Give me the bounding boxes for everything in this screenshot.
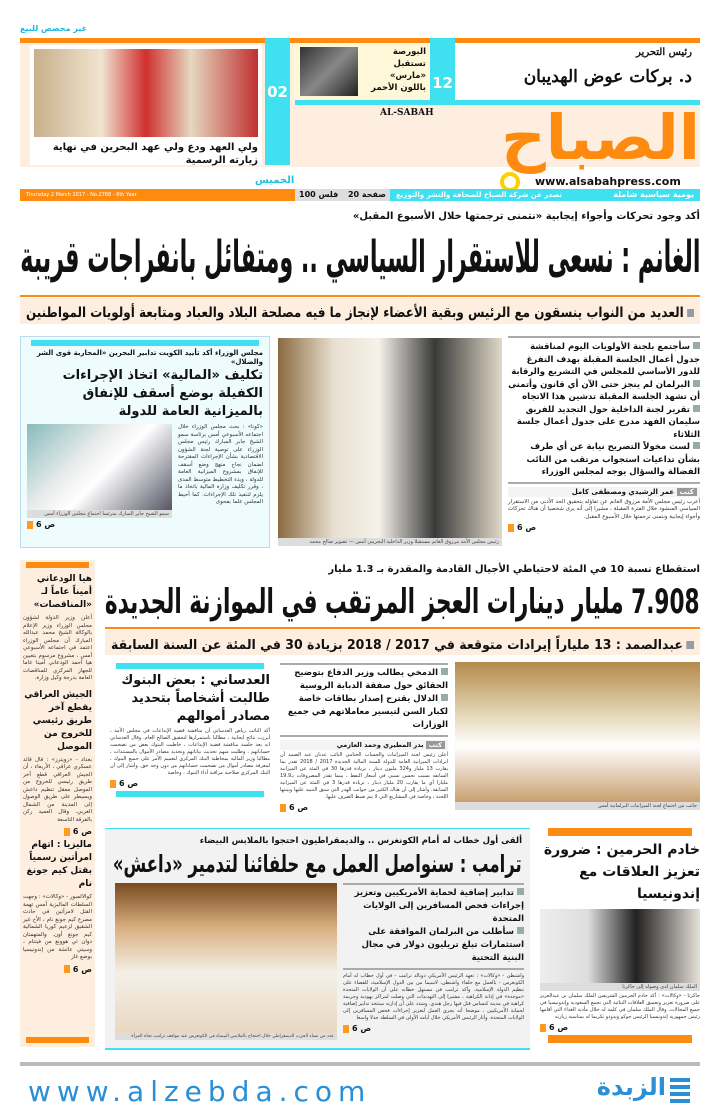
- promo-left-photo: [34, 49, 258, 137]
- brief-body: كوالالمبور - «وكالات» : وجهت السلطات الماليزية أمس تهمة القتل لامرأتين في حادث مصرع كيم جونغ نام ، الأخ غير الشقيق لزعيم كوريا الشمالية كيم جونغ أون. والمتهمتان دوان ثي هوونغ من فيتنام ، وسيتي عائشة من إندونيسيا بوضع غاز: [23, 894, 92, 960]
- logo-en: AL-SABAH: [380, 108, 434, 118]
- cabinet-headline: تكليف «المالية» اتخاذ الإجراءات الكفيلة بوضع أسقف للإنفاق بالميزانية العامة للدولة: [62, 368, 263, 419]
- bullet-square-icon: [686, 641, 694, 649]
- brief-headline[interactable]: الجيش العراقي يقطع آخر طريق رئيسي للخروج من الموصل: [24, 689, 92, 752]
- budget-rule: [105, 627, 700, 629]
- cabinet-photo-col: [27, 424, 172, 529]
- trump-photo-caption: عدد من نساء الحزب الديمقراطي خلال احتجاج بالملابس البيضاء في الكونغرس عند مواقف ترامب تجاه المرأة: [115, 1033, 337, 1040]
- saudi-body: جاكرتا - «وكالات» : أكد خادم الحرمين الشريفين الملك سلمان بن عبدالعزيز على ضرورة تعزيز وتعميق العلاقات الثنائية التي تجمع السعودية وإندونيسيا في جميع المجالات. وقال الملك سلمان في كلمة له خلال مأدبة الغداء التي أقامها رئيس جمهورية إندونيسيا الرئيس جوكو ويدودو تكريما له بمناسبة زيارته: [540, 993, 700, 1020]
- banks-bottom-bar: [116, 791, 264, 797]
- page-bottom-rule: [20, 1062, 700, 1066]
- cabinet-kicker: مجلس الوزراء أكد تأييد الكويت تدابير البحرين «المحاربة قوى الشر والضلال»: [36, 349, 263, 366]
- budget-headline-box: [105, 579, 700, 625]
- promo-left-page-tab: [265, 38, 290, 165]
- brief-headline[interactable]: ماليزيا : اتهام امرأتين رسمياً بقتل كيم جونغ نام: [26, 840, 92, 889]
- budget-bullet: الدمخي يطالب وزير الدفاع بتوضيح الحقائق حول صفقة الدبابة الروسية: [294, 668, 448, 691]
- saudi-story[interactable]: [540, 828, 700, 1043]
- price: 100 فلس: [299, 190, 339, 199]
- cabinet-photo-caption: سمو الشيخ جابر المبارك مترئسا اجتماع مجلس الوزراء أمس: [27, 510, 172, 518]
- byline-label: كتب: [677, 488, 697, 496]
- briefs-bottom-bar: [26, 1037, 89, 1043]
- lead-body: أعرب رئيس مجلس الأمة مرزوق الغانم عن تفاؤله بتحقيق الحد الأدنى من الاستقرار السياسي المنشود خلال الفترة المقبلة ، مشيرا إلى أنه يرى شخصيا أن هناك تحركات وأجواء إيجابية ونتمنى ترجمتها خلال الأسبوع المقبل.: [508, 498, 700, 520]
- lead-bullet: لست مخولاً التصريح نيابة عن أي طرف بشأن تداعيات استجواب مرتقب من النائب الفضالة والسؤال يوجه لمجلس الوزراء: [526, 442, 700, 477]
- lead-headline-box: [20, 228, 700, 288]
- saudi-headline: خادم الحرمين : ضرورة تعزيز العلاقات مع إندونيسيا: [543, 842, 700, 902]
- trump-bullet: سأطلب من البرلمان الموافقة على استثمارات تبلغ تريليون دولار في مجال البنية التحتية: [361, 927, 524, 963]
- saudi-top-bar: [548, 828, 692, 836]
- day-label: الخميس: [255, 175, 295, 186]
- lead-bullet: البرلمان لم ينجز حتى الآن أي قانون وأتمنى أن تشهد الجلسة المقبلة تدشين هذا الاتجاه: [508, 379, 700, 402]
- trump-kicker: ألقى أول خطاب له أمام الكونغرس .. والديمقراطيون احتجوا بالملابس البيضاء: [199, 836, 522, 846]
- lead-page-ref[interactable]: ص 6: [508, 523, 700, 532]
- cabinet-top-bar: [31, 340, 259, 346]
- cabinet-page-ref[interactable]: ص 6: [27, 520, 172, 529]
- promo-left-caption: ولي العهد ودع ولي عهد البحرين في نهاية زيارته الرسمية: [52, 142, 258, 166]
- lead-photo: [278, 338, 502, 538]
- budget-photo: [455, 662, 700, 802]
- editor-name: د. بركات عوض الهديبان: [523, 67, 692, 87]
- byline-names: بدر المطيري وحمد العازمي: [336, 741, 424, 749]
- footer-url[interactable]: www.alzebda.com: [28, 1075, 372, 1108]
- publisher: تصدر عن شركة الصباح للصحافة والنشر والتوزيع: [396, 191, 562, 199]
- promo-mid-photo: [300, 47, 358, 96]
- trump-story[interactable]: [105, 828, 530, 1050]
- footer-logo-text: الزبدة: [596, 1073, 666, 1101]
- tagline-bar: [390, 189, 700, 201]
- banks-page-ref[interactable]: ص 6: [110, 779, 270, 788]
- cabinet-row: [21, 421, 269, 529]
- saudi-photo: [540, 909, 700, 983]
- promo-mid-page-tab: [430, 38, 455, 100]
- editor-box: [455, 43, 700, 100]
- brief-page-ref[interactable]: ص 6: [20, 827, 95, 836]
- budget-rule-line: [280, 735, 448, 737]
- trump-photo-col: [115, 883, 337, 1040]
- briefs-top-bar: [26, 562, 89, 568]
- brief-headline[interactable]: هيا الودعاني أميناً عاماً لـ «المناقصات»: [33, 574, 92, 610]
- not-for-sale-label: غير مخصص للبيع: [20, 24, 88, 33]
- budget-kicker: استقطاع نسبة 10 في المئة لاحتياطي الأجيال القادمة والمقدرة بـ 1.3 مليار: [328, 564, 700, 575]
- promo-left[interactable]: [30, 45, 262, 165]
- promo-mid-page: 12: [432, 74, 453, 92]
- budget-photo-caption: جانب من اجتماع لجنة الميزانيات البرلمانية أمس: [455, 802, 700, 810]
- lead-bullet: سأجتمع بلجنة الأولويات اليوم لمناقشة جدول أعمال الجلسة المقبلة بهدف التفرغ للدور الأساسي للمجلس في التشريع والرقابة: [511, 342, 700, 377]
- lead-bullets: [508, 336, 700, 532]
- lead-photo-caption-text: رئيس مجلس الأمة مرزوق الغانم مستقبلا وزير الداخلية البحريني أمس: [355, 539, 499, 545]
- lead-bullets-rule: [508, 336, 700, 338]
- budget-page-ref[interactable]: ص 6: [280, 803, 448, 812]
- budget-bullet: الدلال يقترح إصدار بطاقات خاصة لكبار السن لتيسير معاملاتهم في جميع الوزارات: [287, 694, 448, 730]
- lead-bullets-rule: [508, 482, 700, 484]
- saudi-photo-caption: الملك سلمان لدى وصوله إلى جاكرتا: [540, 983, 700, 991]
- brief-body: أعلن وزير الدولة لشؤون مجلس الوزراء وزير الإعلام بالوكالة الشيخ محمد عبدالله المبارك أن مجلس الوزراء اعتمد في اجتماعه الأسبوعي أمس ، مشروع مرسوم بتعيين هيا أحمد الودعاني أمينا عاما للجهاز المركزي للمناقصات العامة بدرجة وكيل وزارة.: [23, 615, 92, 681]
- lead-photo-credit: تصوير صالح محمد: [309, 539, 348, 545]
- price-box: [295, 189, 390, 201]
- trump-headline-box: [105, 847, 530, 881]
- lead-kicker: أكد وجود تحركات وأجواء إيجابية «نتمنى ترجمتها خلال الأسبوع المقبل»: [352, 211, 700, 222]
- banks-top-bar: [116, 663, 264, 669]
- footer-logo: [595, 1075, 690, 1109]
- lead-rule: [20, 295, 700, 297]
- tagline: يومية سياسية شاملة: [613, 190, 694, 199]
- briefs-column: [20, 560, 95, 1047]
- bullet-square-icon: [687, 309, 694, 317]
- byline-label: كتب: [426, 741, 445, 749]
- brief-body: بغداد - «رويترز» : قال قائد عسكري عراقي ، الأربعاء ، أن الجيش العراقي قطع آخر طريق رئيسي للخروج من الموصل معقل تنظيم داعش ويسيطر على طريق الوصول إلى المدينة من الشمال الغربي. وقال العميد ركن بالفرقة التاسعة: [23, 756, 92, 823]
- byline-names: عمر الرشيدي ومصطفى كامل: [571, 487, 675, 496]
- promo-mid[interactable]: [294, 43, 430, 100]
- budget-rule-line: [280, 663, 448, 665]
- budget-byline: [280, 740, 448, 750]
- trump-bullet: تدابير إضافية لحماية الأمريكيين وتعزيز إجراءات فحص المسافرين إلى الولايات المتحدة: [354, 888, 524, 924]
- lead-photo-caption: رئيس مجلس الأمة مرزوق الغانم مستقبلا وزير الداخلية البحريني أمس — تصوير صالح محمد: [278, 538, 502, 546]
- page-count: 20 صفحة: [347, 190, 386, 199]
- saudi-page-ref[interactable]: ص 6: [540, 1023, 700, 1032]
- banks-headline: العدساني : بعض البنوك طالبت أشخاصاً بتحديد مصادر أموالهم: [121, 673, 270, 724]
- budget-headline[interactable]: 7.908 مليار دينارات العجز المرتقب في الموازنة الجديدة: [105, 582, 700, 622]
- promo-mid-caption: البورصة تستقبل «مارس» باللون الأحمر: [371, 47, 426, 93]
- trump-page-ref[interactable]: ص 6: [343, 1024, 524, 1033]
- dateline: Thursday 2 March 2017 - No.2788 - 8th Year: [26, 192, 137, 198]
- budget-bullets: [280, 663, 448, 812]
- budget-body: أعلن رئيس لجنة الميزانيات والحساب الختامي النائب عدنان عبد الصمد أن ايرادات الميزانية العامة للدولة للسنة المالية الجديدة 2017 / 2018 تقدر بما يقارب 13 مليار و324 مليون دينار ، بزيادة قدرها 30 في المئة عن الميزانية السابقة بسبب تحسن نسبي في أسعار النفط ، بينما تقدر المصروفات بـ19.9 مليارا أي ما يقارب 20 مليار دينار ، بزيادة قدرها 3 في المئة عن الميزانية السابقة. وأشار إلى أن هناك الكثير من جوانب الهدر التي سبق التنبيه عليها وبينتها اللجنة ، وخاصة في المشاريع التي لا يتم ضبط الصرف عليها.: [280, 752, 448, 800]
- cabinet-body: «كونا» : بحث مجلس الوزراء خلال اجتماعه الأسبوعي أمس برئاسة سمو الشيخ جابر المبارك رئيس مجلس الوزراء على توصية لجنة الشؤون الاقتصادية بشأن الإجراءات المقترحة لضمان نجاح منهج وضع أسقف للإنفاق بمشروع الميزانية العامة للدولة ، وبدء التخطيط متوسط المدى ، وقرر تكليف وزارة المالية باتخاذ ما يلزم لتنفيذ تلك الإجراءات. كما أحيط المجلس علما بفحوى: [178, 424, 263, 505]
- trump-photo: [115, 883, 337, 1033]
- lead-headline[interactable]: الغانم : نسعى للاستقرار السياسي .. ومتفائل بانفراجات قريبة: [19, 232, 700, 283]
- trump-row: [105, 881, 530, 1040]
- brief-page-ref[interactable]: ص 6: [20, 965, 95, 974]
- saudi-bottom-bar: [548, 1035, 692, 1043]
- budget-subhead-text: عبدالصمد : 13 ملياراً إيرادات متوقعة في 2017 / 2018 بزيادة 30 في المئة عن السنة السابقة: [110, 638, 683, 653]
- trump-bullets: [343, 883, 524, 1040]
- trump-rule: [343, 968, 524, 970]
- trump-rule: [343, 883, 524, 885]
- promo-left-page: 02: [267, 83, 288, 101]
- lead-subhead: [20, 298, 700, 324]
- banks-story[interactable]: [110, 663, 270, 797]
- editor-label: رئيس التحرير: [636, 47, 692, 58]
- cabinet-photo: [27, 424, 172, 510]
- logo-ar: الصباح: [501, 101, 700, 174]
- lead-bullet: تقرير لجنة الداخلية حول التجديد للفريق سليمان الفهد مدرج على جدول أعمال جلسة الثلاثاء: [516, 404, 700, 440]
- cabinet-story[interactable]: [20, 336, 270, 548]
- banks-body: أكد النائب رياض العدساني أن مناقشة قضية الإيداعات في مجلس الأمة ، أبرزت نتائج ايجابية ، مطالبا باستمرارها لتحقيق الصالح العام. وقال العدساني انه بعد جلسة مناقشة قضية الإيداعات ، خاطبت البنوك بعض من تضخمت حساباتهم ، وطلبت منهم تحديث بياناتهم وتحديد مصادر الأموال بالمستندات ، مطالبا وزير المالية بمخاطبة البنك المركزي لتعميم الأمر على جميع البنوك ، لمعرفة مصادر أموال من تضخمت حساباتهم من دون وجه حق. وأشار إلى أن البنك المركزي صلاحية مراقبة أداء البنوك ، وخاصة: [110, 728, 270, 776]
- budget-subhead: [105, 630, 700, 655]
- footer-logo-lines-icon: [670, 1078, 690, 1103]
- trump-headline: ترامب : سنواصل العمل مع حلفائنا لتدمير «داعش»: [113, 850, 522, 878]
- lead-subhead-text: العديد من النواب ينسقون مع الرئيس وبقية الأعضاء لإنجاز ما فيه مصلحة البلاد والعباد ومتابعة أولويات المواطنين: [26, 305, 684, 321]
- site-url[interactable]: www.alsabahpress.com: [535, 175, 681, 188]
- trump-body: واشنطن - «وكالات» : تعهد الرئيس الأمريكي دونالد ترامب - في أول خطاب له أمام الكونغرس - بالعمل مع حلفاء واشنطن، لاسيما من بين الدول الإسلامية، للقضاء على تنظيم الدولة الإسلامية. وأكد ترامب في مستهل خطابه على أن الولايات المتحدة «موحدة» في إدانة الكراهية ، مشيرا إلى التهديدات التي وصلت لمراكز يهودية وجريمة كراهية في مدينة كنساس قتل فيها رجل هندي. وشدد على أن إدارته ستتخذ تدابير إضافية لحماية الأمريكيين ، موضحا أنه يجري العمل لتعزيز إجراءات فحص المسافرين إلى الولايات المتحدة. وأثار الرئيس الأمريكي خلال أيامه الأولى في السلطة جدلا واسعا: [343, 973, 524, 1021]
- lead-byline: [508, 487, 700, 497]
- dateline-bar: [20, 189, 295, 201]
